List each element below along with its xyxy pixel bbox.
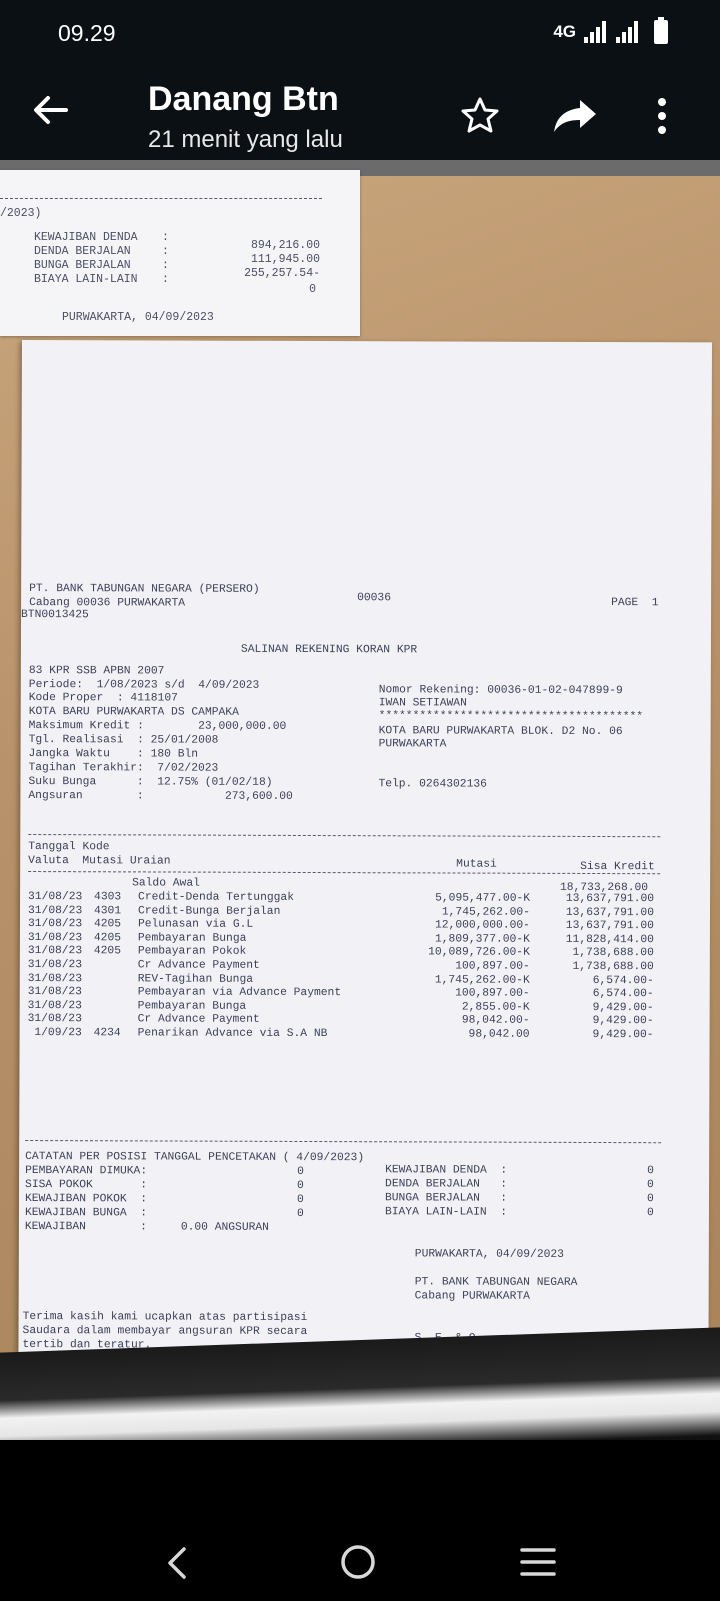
tx-desc: Credit-Bunga Berjalan bbox=[137, 905, 281, 918]
note-label: KEWAJIBAN BUNGA : bbox=[24, 1207, 148, 1220]
tx-code: 4205 bbox=[93, 932, 122, 945]
tx-amount: 1,809,377.00-K bbox=[434, 933, 530, 946]
address-line: KOTA BARU PURWAKARTA BLOK. D2 No. 06 bbox=[378, 725, 623, 739]
share-button[interactable] bbox=[552, 94, 600, 138]
tx-desc: Pembayaran Pokok bbox=[137, 945, 247, 959]
back-place-date: PURWAKARTA, 04/09/2023 bbox=[62, 311, 214, 324]
note-value: 0 bbox=[297, 1165, 304, 1178]
tx-balance: 13,637,791.00 bbox=[565, 906, 655, 919]
tx-desc: Pembayaran Bunga bbox=[137, 1000, 247, 1013]
bank-name: PT. BANK TABUNGAN NEGARA (PERSERO) bbox=[29, 583, 260, 596]
star-icon bbox=[458, 94, 502, 138]
tx-balance: 9,429.00- bbox=[592, 1001, 654, 1015]
address-line: PURWAKARTA bbox=[378, 738, 447, 751]
back-value: 0 bbox=[309, 283, 316, 296]
sign-place-date: PURWAKARTA, 04/09/2023 bbox=[414, 1248, 564, 1261]
note-label: KEWAJIBAN POKOK : bbox=[24, 1193, 148, 1206]
star-button[interactable] bbox=[458, 94, 502, 138]
system-nav-bar bbox=[0, 1440, 720, 1600]
note-value: 0 bbox=[647, 1179, 654, 1192]
back-sep: : bbox=[162, 273, 169, 286]
back-value: 111,945.00 bbox=[250, 253, 320, 266]
divider bbox=[25, 1140, 661, 1143]
tx-code: 4303 bbox=[94, 891, 122, 904]
tx-desc: Credit-Denda Tertunggak bbox=[138, 891, 295, 904]
divider bbox=[0, 198, 322, 199]
tx-date: 31/08/23 bbox=[27, 959, 83, 972]
sender-name: Danang Btn bbox=[148, 80, 339, 118]
signal-icon bbox=[584, 21, 608, 43]
tx-desc: REV-Tagihan Bunga bbox=[137, 973, 254, 986]
note-label: DENDA BERJALAN : bbox=[385, 1178, 508, 1191]
notes-title: CATATAN PER POSISI TANGGAL PENCETAKAN ( 4/09/2023) bbox=[25, 1151, 365, 1165]
tx-date: 31/08/23 bbox=[27, 1013, 82, 1026]
bank-code: BTN0013425 bbox=[21, 608, 89, 622]
battery-icon bbox=[654, 20, 668, 44]
status-time: 09.29 bbox=[58, 20, 116, 46]
col-header-mutasi: Mutasi bbox=[456, 858, 497, 871]
nav-back-button[interactable] bbox=[148, 1540, 208, 1600]
note-label: PEMBAYARAN DIMUKA: bbox=[25, 1165, 148, 1178]
back-label: KEWAJIBAN DENDA bbox=[34, 231, 138, 244]
col-header: Tanggal Kode bbox=[28, 841, 110, 854]
back-label: BIAYA LAIN-LAIN bbox=[34, 273, 138, 286]
tx-desc: Penarikan Advance via S.A NB bbox=[137, 1027, 328, 1041]
back-header-fragment: /2023) bbox=[0, 207, 42, 220]
tx-balance: 13,637,791.00 bbox=[565, 920, 654, 933]
tx-code: 4205 bbox=[93, 945, 122, 958]
account-name: IWAN SETIAWAN bbox=[378, 697, 467, 710]
tx-amount: 5,095,477.00-K bbox=[435, 892, 531, 905]
tx-date: 31/08/23 bbox=[27, 945, 83, 958]
kewajiban-line: KEWAJIBAN : 0.00 ANGSURAN bbox=[24, 1221, 269, 1234]
tx-code: 4301 bbox=[93, 904, 122, 917]
note-value: 0 bbox=[296, 1207, 304, 1220]
tx-date: 31/08/23 bbox=[27, 986, 82, 999]
info-line: Angsuran : 273,600.00 bbox=[28, 790, 293, 803]
back-value: 255,257.54- bbox=[244, 267, 320, 280]
tx-amount: 100,897.00- bbox=[455, 987, 530, 1000]
note-value: 0 bbox=[646, 1207, 654, 1220]
tx-amount: 2,855.00-K bbox=[461, 1001, 530, 1014]
phone: Telp. 0264302136 bbox=[378, 778, 487, 791]
tx-code: 4205 bbox=[93, 918, 122, 931]
tx-date: 1/09/23 bbox=[27, 1027, 82, 1040]
sign-bank: PT. BANK TABUNGAN NEGARA bbox=[414, 1276, 578, 1289]
tx-balance: 13,637,791.00 bbox=[565, 892, 655, 906]
tx-date: 31/08/23 bbox=[27, 972, 83, 985]
signal-icon bbox=[616, 21, 640, 43]
tx-amount: 100,897.00- bbox=[455, 960, 530, 973]
thanks-line: tertib dan teratur. bbox=[22, 1339, 152, 1352]
tx-date: 31/08/23 bbox=[27, 918, 83, 931]
info-line: Maksimum Kredit : 23,000,000.00 bbox=[28, 720, 287, 733]
back-value: 894,216.00 bbox=[250, 239, 320, 252]
info-line: Kode Proper : 4118107 bbox=[28, 692, 178, 705]
info-line: Tagihan Terakhir: 7/02/2023 bbox=[28, 762, 219, 775]
tx-date: 31/08/23 bbox=[27, 931, 83, 945]
tx-amount: 1,745,262.00-K bbox=[434, 974, 530, 987]
status-bar bbox=[0, 0, 720, 66]
branch-code: 00036 bbox=[357, 592, 392, 605]
tx-balance: 6,574.00- bbox=[592, 988, 654, 1001]
sent-time: 21 menit yang lalu bbox=[148, 126, 343, 153]
back-sep: : bbox=[162, 259, 169, 272]
col-header: Valuta Mutasi Uraian bbox=[28, 855, 171, 868]
back-document bbox=[0, 170, 360, 336]
tx-balance: 6,574.00- bbox=[592, 974, 654, 987]
tx-desc: Cr Advance Payment bbox=[137, 959, 260, 972]
app-bar bbox=[0, 66, 720, 160]
tx-balance: 9,429.00- bbox=[592, 1015, 654, 1028]
account-number: Nomor Rekening: 00036-01-02-047899-9 bbox=[378, 684, 623, 698]
col-header-sisa: Sisa Kredit bbox=[580, 860, 655, 874]
note-value: 0 bbox=[296, 1193, 304, 1206]
info-line: Jangka Waktu : 180 Bln bbox=[28, 748, 199, 761]
back-label: DENDA BERJALAN bbox=[34, 245, 131, 258]
back-button[interactable] bbox=[28, 90, 72, 134]
thanks-line: Saudara dalam membayar angsuran KPR secara bbox=[22, 1325, 308, 1339]
tx-balance: 1,738,688.00 bbox=[572, 960, 654, 974]
tx-amount: 1,745,262.00- bbox=[441, 906, 531, 919]
tx-amount: 98,042.00- bbox=[461, 1014, 530, 1028]
circle-home-icon bbox=[336, 1540, 380, 1584]
info-line: Periode: 1/08/2023 s/d 4/09/2023 bbox=[28, 679, 260, 692]
note-label: KEWAJIBAN DENDA : bbox=[385, 1164, 508, 1177]
status-indicators bbox=[553, 20, 668, 44]
share-icon bbox=[552, 94, 600, 138]
divider bbox=[28, 871, 660, 874]
opening-balance: 18,733,268.00 bbox=[559, 881, 649, 895]
tx-amount: 98,042.00 bbox=[468, 1028, 530, 1041]
opening-desc: Saldo Awal bbox=[132, 877, 200, 890]
tx-balance: 11,828,414.00 bbox=[565, 933, 654, 947]
tx-desc: Pembayaran via Advance Payment bbox=[137, 986, 342, 1000]
thanks-line: Terima kasih kami ucapkan atas partisipasi bbox=[22, 1311, 308, 1325]
star-line: *************************************** bbox=[378, 710, 644, 724]
sign-branch: Cabang PURWAKARTA bbox=[414, 1290, 530, 1303]
photo-viewer[interactable] bbox=[0, 160, 720, 1440]
info-line: Suku Bunga : 12.75% (01/02/18) bbox=[28, 776, 273, 789]
info-line: Tgl. Realisasi : 25/01/2008 bbox=[28, 734, 219, 747]
chevron-left-icon bbox=[158, 1543, 198, 1583]
tx-date: 31/08/23 bbox=[28, 891, 83, 904]
tx-date: 31/08/23 bbox=[27, 999, 82, 1013]
statement-document bbox=[18, 340, 712, 1440]
program: 83 KPR SSB APBN 2007 bbox=[28, 665, 165, 678]
back-sep: : bbox=[162, 231, 169, 244]
tx-date: 31/08/23 bbox=[27, 904, 83, 917]
tx-amount: 12,000,000.00- bbox=[435, 919, 530, 932]
arrow-left-icon bbox=[30, 90, 70, 130]
note-value: 0 bbox=[297, 1179, 304, 1192]
back-sep: : bbox=[162, 245, 169, 258]
tx-amount: 10,089,726.00-K bbox=[428, 946, 530, 960]
note-label: SISA POKOK : bbox=[25, 1179, 148, 1192]
note-label: BIAYA LAIN-LAIN : bbox=[384, 1206, 508, 1219]
note-value: 0 bbox=[647, 1165, 654, 1178]
tx-code: 4234 bbox=[93, 1027, 121, 1040]
nav-recents-button[interactable] bbox=[508, 1540, 568, 1600]
more-options-button[interactable] bbox=[640, 94, 684, 138]
page-label: PAGE 1 bbox=[611, 597, 659, 610]
back-label: BUNGA BERJALAN bbox=[34, 259, 131, 272]
more-vert-icon bbox=[640, 94, 684, 138]
note-label: BUNGA BERJALAN : bbox=[384, 1192, 508, 1205]
network-type: 4G bbox=[553, 22, 576, 41]
bank-branch: Cabang 00036 PURWAKARTA bbox=[29, 597, 186, 610]
divider bbox=[28, 834, 660, 837]
info-line: KOTA BARU PURWAKARTA DS CAMPAKA bbox=[28, 706, 239, 719]
nav-home-button[interactable] bbox=[328, 1540, 388, 1600]
tx-balance: 1,738,688.00 bbox=[572, 947, 654, 960]
tx-balance: 9,429.00- bbox=[592, 1028, 654, 1042]
tx-desc: Pembayaran Bunga bbox=[137, 932, 247, 945]
doc-title: SALINAN REKENING KORAN KPR bbox=[240, 643, 418, 657]
tx-desc: Cr Advance Payment bbox=[137, 1013, 260, 1027]
menu-lines-icon bbox=[516, 1540, 560, 1584]
tx-desc: Pelunasan via G.L bbox=[137, 918, 254, 931]
note-value: 0 bbox=[646, 1193, 654, 1206]
